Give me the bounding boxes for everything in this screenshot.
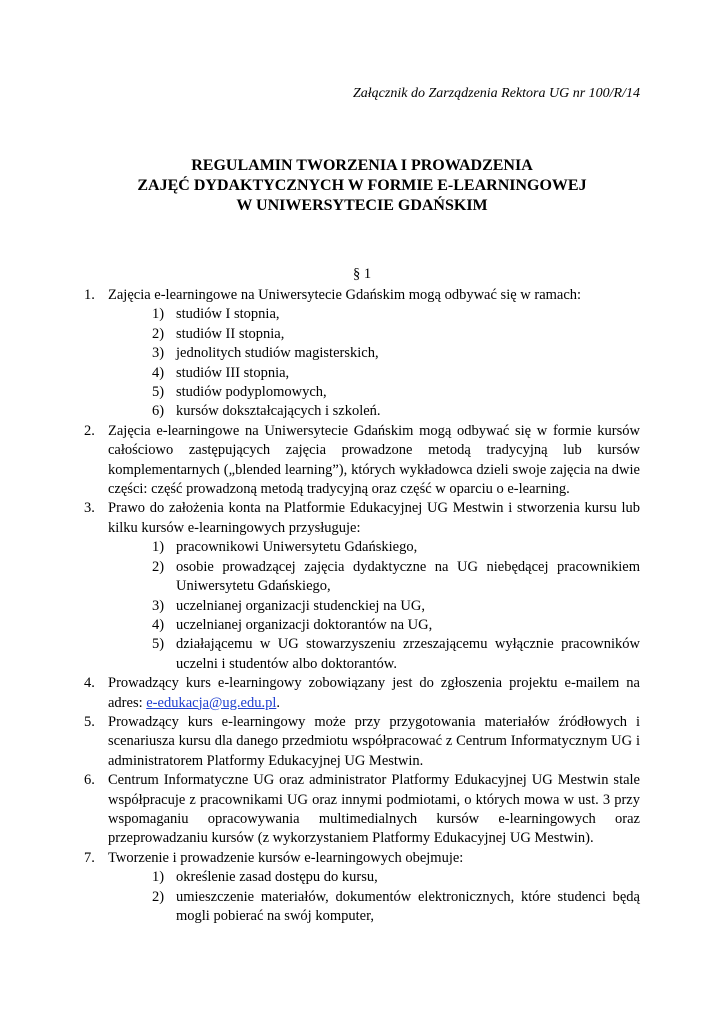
title-line-1: REGULAMIN TWORZENIA I PROWADZENIA	[191, 157, 533, 174]
item-number: 4.	[84, 675, 95, 692]
sub-item-text: jednolitych studiów magisterskich,	[176, 345, 379, 362]
item-text: Zajęcia e-learningowe na Uniwersytecie Gdańskim mogą odbywać się w ramach:	[108, 287, 582, 303]
sub-item	[152, 325, 640, 344]
item-number: 1.	[84, 287, 95, 303]
list-item-7	[84, 849, 640, 927]
list-item-4	[84, 674, 640, 713]
sub-item-number: 3)	[152, 345, 165, 362]
sub-item-number: 5)	[152, 384, 165, 401]
sub-item	[152, 635, 640, 674]
section-heading: § 1	[352, 266, 372, 282]
sub-item	[152, 305, 640, 324]
sub-item-number: 6)	[152, 403, 165, 420]
sub-list	[108, 868, 640, 926]
sub-item-text: kursów dokształcających i szkoleń.	[176, 403, 381, 420]
sub-item-number: 5)	[152, 636, 165, 653]
sub-item-text: studiów podyplomowych,	[176, 384, 327, 401]
sub-item-text: określenie zasad dostępu do kursu,	[176, 869, 378, 886]
item-text: Tworzenie i prowadzenie kursów e-learningowych obejmuje:	[108, 849, 464, 866]
item-text: Prowadzący kurs e-learningowy zobowiązany jest do zgłoszenia projektu e-mailem na adres:	[108, 675, 640, 711]
sub-item-text: działającemu w UG stowarzyszeniu zrzeszającemu wyłącznie pracowników uczelni i studentów albo doktorantów.	[176, 636, 640, 672]
sub-list	[108, 538, 640, 674]
regulation-list	[84, 286, 640, 926]
item-text: Prowadzący kurs e-learningowy może przy przygotowania materiałów źródłowych i scenariusza kursu dla danego przedmiotu współpracować z Centrum Informatycznym UG i administratorem Platformy Edukacyjnej UG Mestwin.	[108, 713, 640, 769]
sub-item	[152, 383, 640, 402]
sub-item-text: studiów II stopnia,	[176, 325, 285, 342]
item-number: 2.	[84, 422, 95, 439]
list-item-3	[84, 499, 640, 674]
sub-item-number: 2)	[152, 888, 165, 905]
list-item-5	[84, 713, 640, 771]
sub-item-number: 4)	[152, 364, 165, 381]
attachment-note: Załącznik do Zarządzenia Rektora UG nr 100/R/14	[353, 86, 640, 101]
sub-item-number: 1)	[152, 306, 165, 323]
sub-item	[152, 616, 640, 635]
sub-item-text: uczelnianej organizacji studenckiej na UG,	[176, 597, 425, 614]
sub-item	[152, 888, 640, 927]
sub-item	[152, 868, 640, 887]
sub-item-number: 4)	[152, 616, 165, 633]
item-text: Zajęcia e-learningowe na Uniwersytecie Gdańskim mogą odbywać się w formie kursów całościowo zastępujących zajęcia prowadzone metodą tradycyjną lub kursów komplementarnych („blended learning”), których wykładowca dzieli swoje zajęcia na dwie części: część prowadzoną metodą tradycyjną oraz część w oparciu o e-learning.	[108, 422, 640, 498]
sub-item	[152, 538, 640, 557]
sub-item	[152, 558, 640, 597]
sub-item	[152, 597, 640, 616]
sub-item-text: umieszczenie materiałów, dokumentów elektronicznych, które studenci będą mogli pobierać na swój komputer,	[176, 888, 640, 924]
sub-item-text: studiów I stopnia,	[176, 306, 280, 323]
sub-list	[108, 305, 640, 421]
item-number: 7.	[84, 849, 95, 866]
sub-item-number: 3)	[152, 597, 165, 614]
sub-item-text: osobie prowadzącej zajęcia dydaktyczne na UG niebędącej pracownikiem Uniwersytetu Gdańskiego,	[176, 558, 640, 595]
sub-item-number: 1)	[152, 539, 165, 556]
title-line-2: ZAJĘĆ DYDAKTYCZNYCH W FORMIE E-LEARNINGOWEJ	[137, 177, 587, 194]
item-number: 5.	[84, 713, 95, 730]
document-title	[0, 156, 724, 216]
item-text: Centrum Informatyczne UG oraz administrator Platformy Edukacyjnej UG Mestwin stale współpracuje z pracownikami UG oraz innymi podmiotami, o których mowa w ust. 3 przy wspomaganiu opracowywania multimedialnych kursów e-learningowych oraz przeprowadzaniu kursów (z wykorzystaniem Platformy Edukacyjnej UG Mestwin).	[108, 772, 640, 847]
item-text-end: .	[276, 694, 280, 711]
email-link[interactable]: e-edukacja@ug.edu.pl	[146, 694, 277, 711]
title-line-3: W UNIWERSYTECIE GDAŃSKIM	[236, 197, 488, 214]
sub-item	[152, 402, 640, 421]
document-body	[84, 286, 640, 926]
list-item-2	[84, 422, 640, 500]
sub-item-text: pracownikowi Uniwersytetu Gdańskiego,	[176, 539, 418, 556]
sub-item-text: uczelnianej organizacji doktorantów na UG,	[176, 616, 433, 633]
item-number: 3.	[84, 500, 95, 517]
sub-item	[152, 364, 640, 383]
list-item-6	[84, 771, 640, 849]
item-text: Prawo do założenia konta na Platformie Edukacyjnej UG Mestwin i stworzenia kursu lub kilku kursów e-learningowych przysługuje:	[108, 500, 640, 536]
list-item-1	[84, 286, 640, 422]
sub-item-number: 2)	[152, 558, 165, 575]
sub-item-number: 2)	[152, 325, 165, 342]
item-number: 6.	[84, 772, 95, 789]
sub-item	[152, 344, 640, 363]
sub-item-text: studiów III stopnia,	[176, 364, 290, 381]
sub-item-number: 1)	[152, 869, 165, 886]
